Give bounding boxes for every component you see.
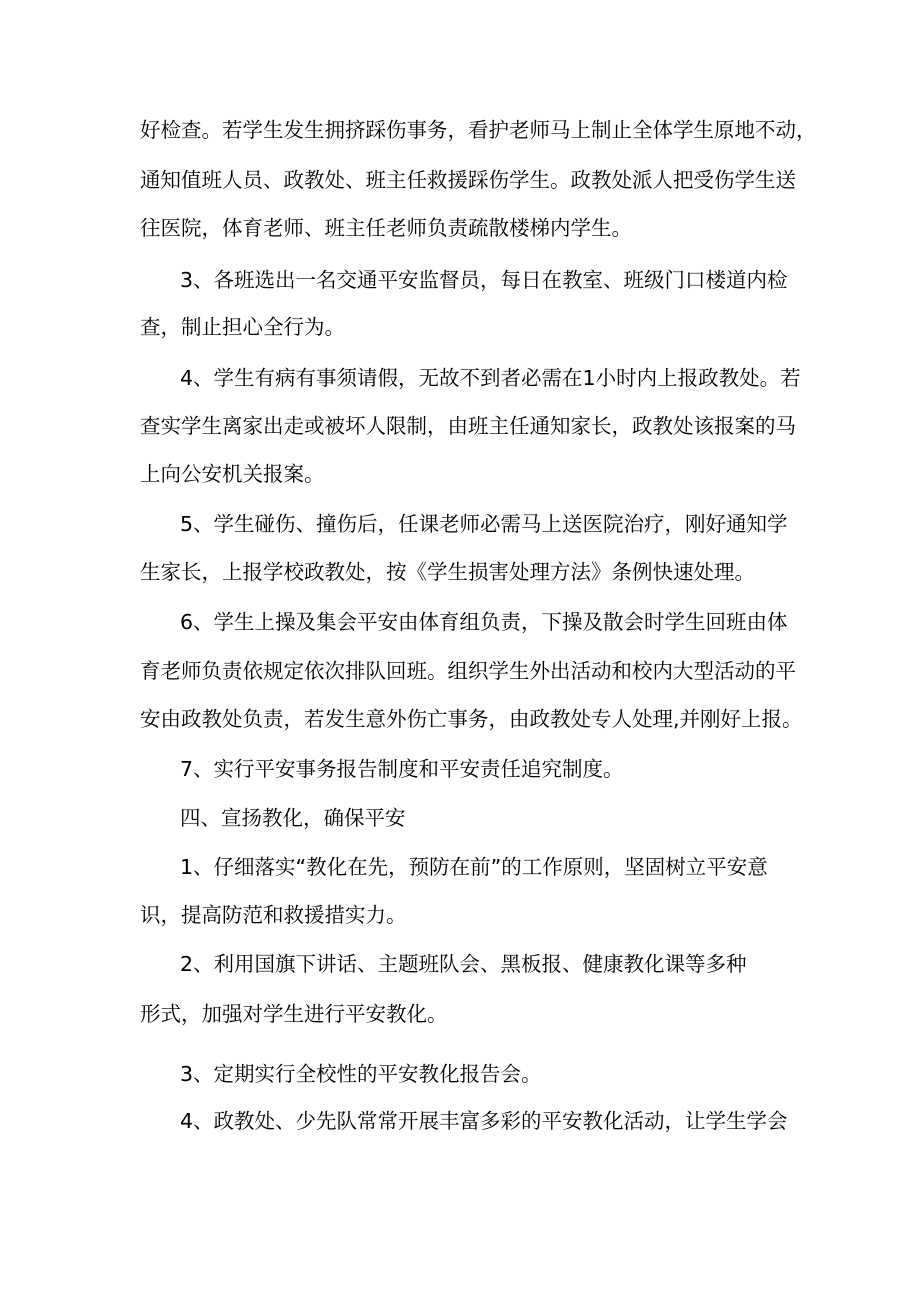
text-line: 识，提高防范和救援措实力。	[140, 903, 407, 927]
text-line: 4、学生有病有事须请假，无故不到者必需在1小时内上报政教处。若	[180, 366, 801, 390]
text-line: 上向公安机关报案。	[140, 462, 325, 486]
text-line: 好检查。若学生发生拥挤踩伤事务，看护老师马上制止全体学生原地不动，	[140, 118, 817, 142]
section-heading: 四、宣扬教化，确保平安	[180, 806, 406, 830]
text-line: 育老师负责依规定依次排队回班。组织学生外出活动和校内大型活动的平	[140, 659, 796, 683]
text-line: 5、学生碰伤、撞伤后，任课老师必需马上送医院治疗，刚好通知学	[180, 512, 788, 536]
text-line: 通知值班人员、政教处、班主任救援踩伤学生。政教处派人把受伤学生送	[140, 168, 796, 192]
text-line: 6、学生上操及集会平安由体育组负责，下操及散会时学生回班由体	[180, 610, 788, 634]
text-line: 1、仔细落实“教化在先，预防在前”的工作原则，坚固树立平安意	[180, 855, 768, 879]
text-line: 查实学生离家出走或被坏人限制，由班主任通知家长，政教处该报案的马	[140, 414, 796, 438]
text-line: 生家长，上报学校政教处，按《学生损害处理方法》条例快速处理。	[140, 560, 755, 584]
text-line: 4、政教处、少先队常常开展丰富多彩的平安教化活动，让学生学会	[180, 1109, 788, 1133]
text-line: 安由政教处负责，若发生意外伤亡事务，由政教处专人处理,并刚好上报。	[140, 707, 803, 731]
text-line: 7、实行平安事务报告制度和平安责任追究制度。	[180, 757, 624, 781]
text-line: 3、各班选出一名交通平安监督员，每日在教室、班级门口楼道内检	[180, 268, 788, 292]
text-line: 3、定期实行全校性的平安教化报告会。	[180, 1062, 542, 1086]
text-line: 形式，加强对学生进行平安教化。	[140, 1002, 448, 1026]
text-line: 2、利用国旗下讲话、主题班队会、黑板报、健康教化课等多种	[180, 952, 747, 976]
text-line: 往医院，体育老师、班主任老师负责疏散楼梯内学生。	[140, 216, 632, 240]
text-line: 查，制止担心全行为。	[140, 315, 345, 339]
